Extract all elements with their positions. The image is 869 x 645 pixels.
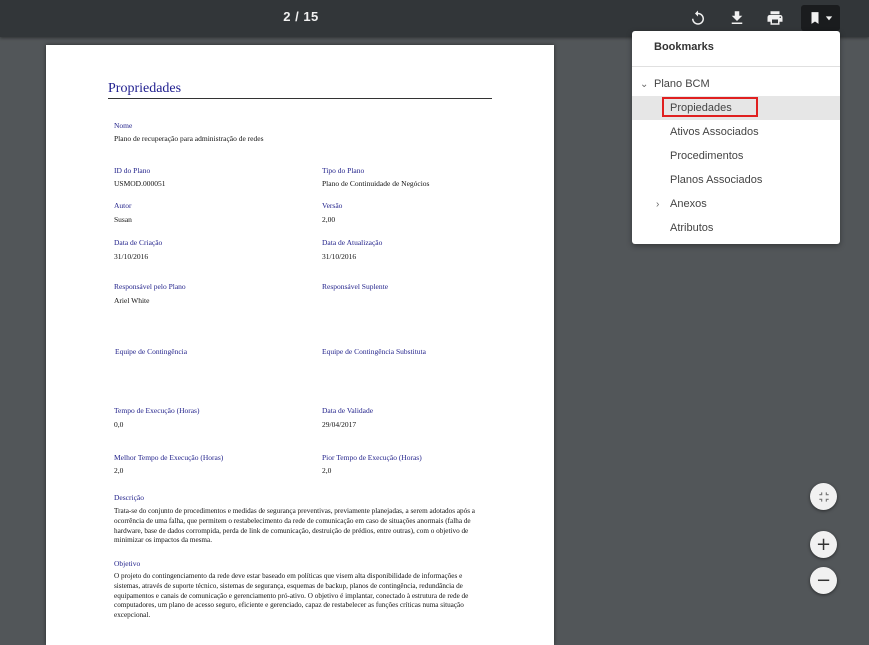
- descricao-text: Trata-se do conjunto de procedimentos e medidas de segurança preventivas, previamente planejadas, a serem adotados após a ocorrência de uma falha, que permitem o restabelecimento da rede de comunicação em caso de situações anormais (falha de hardware, base de dados corrompida, perda de link de comunicação, destruição de prédios, entre outras), com o objetivo de minimizar os impactos da mesma.: [114, 507, 475, 545]
- page-title: Propriedades: [108, 81, 492, 99]
- id-value: USMOD.000051: [114, 179, 166, 188]
- fit-page-icon: [817, 490, 831, 504]
- objetivo-label: Objetivo: [114, 559, 141, 568]
- validade-value: 29/04/2017: [322, 420, 357, 429]
- bookmark-label: Anexos: [670, 198, 707, 210]
- print-icon[interactable]: [763, 6, 787, 30]
- autor-label: Autor: [114, 201, 132, 210]
- descricao-label: Descrição: [114, 493, 144, 502]
- bookmark-propiedades[interactable]: [632, 96, 840, 120]
- page-indicator: [270, 9, 332, 24]
- suplente-label: Responsável Suplente: [322, 282, 389, 291]
- melhor-label: Melhor Tempo de Execução (Horas): [114, 453, 224, 462]
- tipo-label: Tipo do Plano: [322, 166, 365, 175]
- chevron-right-icon[interactable]: ›: [656, 198, 660, 210]
- bookmark-label: Procedimentos: [670, 150, 744, 162]
- bookmark-label: Planos Associados: [670, 174, 763, 186]
- bookmark-label: Plano BCM: [654, 78, 710, 90]
- tempo-value: 0,0: [114, 420, 124, 429]
- id-label: ID do Plano: [114, 166, 151, 175]
- bookmark-label: Ativos Associados: [670, 126, 759, 138]
- criacao-label: Data de Criação: [114, 238, 163, 247]
- melhor-value: 2,0: [114, 466, 124, 475]
- bookmark-atributos[interactable]: [632, 216, 840, 240]
- responsavel-value: Ariel White: [114, 296, 150, 305]
- bookmark-planos-associados[interactable]: [632, 168, 840, 192]
- bookmarks-divider: [632, 66, 840, 67]
- bookmarks-dropdown: [632, 31, 840, 244]
- caret-down-icon: [825, 14, 833, 22]
- bookmark-icon: [808, 11, 822, 25]
- bookmark-ativos-associados[interactable]: [632, 120, 840, 144]
- pdf-page: [46, 45, 554, 645]
- bookmark-label: Propiedades: [670, 102, 732, 114]
- versao-value: 2,00: [322, 215, 336, 224]
- versao-label: Versão: [322, 201, 343, 210]
- pior-label: Pior Tempo de Execução (Horas): [322, 453, 422, 462]
- atualizacao-label: Data de Atualização: [322, 238, 383, 247]
- page-separator: /: [295, 9, 300, 24]
- tipo-value: Plano de Continuidade de Negócios: [322, 179, 430, 188]
- equipe-substituta-label: Equipe de Contingência Substituta: [322, 347, 426, 356]
- zoom-out-button[interactable]: −: [810, 567, 837, 594]
- tempo-label: Tempo de Execução (Horas): [114, 406, 200, 415]
- autor-value: Susan: [114, 215, 132, 224]
- criacao-value: 31/10/2016: [114, 252, 149, 261]
- rotate-icon[interactable]: [686, 6, 710, 30]
- chevron-down-icon[interactable]: ⌄: [640, 78, 649, 90]
- nome-label: Nome: [114, 121, 133, 130]
- nome-value: Plano de recuperação para administração de redes: [114, 134, 264, 143]
- fit-to-page-button[interactable]: [810, 483, 837, 510]
- responsavel-label: Responsável pelo Plano: [114, 282, 186, 291]
- bookmarks-button[interactable]: [801, 5, 840, 31]
- zoom-in-button[interactable]: +: [810, 531, 837, 558]
- pior-value: 2,0: [322, 466, 332, 475]
- bookmark-label: Atributos: [670, 222, 714, 234]
- download-icon[interactable]: [725, 6, 749, 30]
- bookmark-plano-bcm[interactable]: [632, 72, 840, 96]
- bookmarks-title: Bookmarks: [654, 41, 714, 53]
- bookmark-anexos[interactable]: [632, 192, 840, 216]
- bookmark-procedimentos[interactable]: [632, 144, 840, 168]
- current-page-number[interactable]: 2: [283, 9, 291, 24]
- atualizacao-value: 31/10/2016: [322, 252, 357, 261]
- equipe-label: Equipe de Contingência: [115, 347, 188, 356]
- total-pages: 15: [303, 9, 319, 24]
- objetivo-text: O projeto do contingenciamento da rede deve estar baseado em políticas que visem alta disponibilidade de informações e sistemas, através de suporte técnico, sistemas de segurança, esquemas de backup, planos de contingência, redundância de equipamentos e canais de comunicação e gerenciamento pró-ativo. O objetivo é implantar, conectado à estrutura de rede de computadores, um plano de acesso seguro, eficiente e gerenciado, capaz de restabelecer as funções críticas numa situação excepcional.: [114, 572, 469, 620]
- validade-label: Data de Validade: [322, 406, 374, 415]
